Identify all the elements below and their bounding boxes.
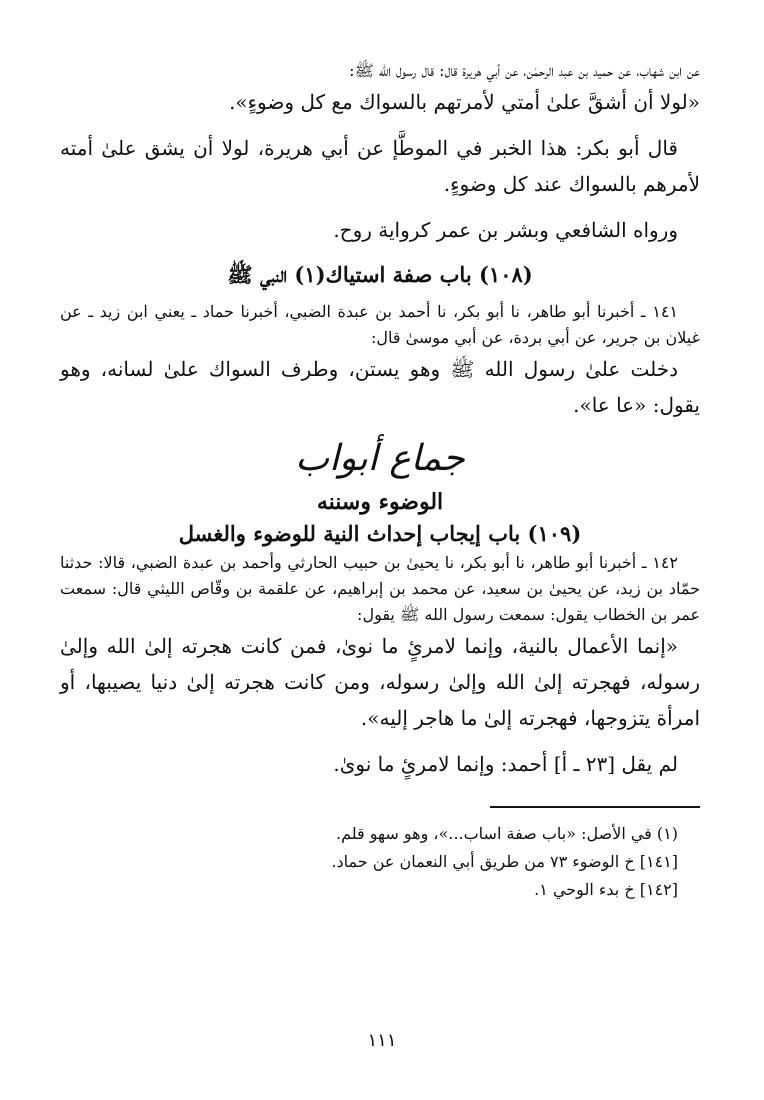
footnote-divider xyxy=(490,806,700,808)
hadith-141-text: دخلت علىٰ رسول الله ﷺ وهو يستن، وطرف السواك علىٰ لسانه، وهو يقول: «عا عا». xyxy=(60,357,700,417)
page-number: ١١١ xyxy=(367,1030,397,1051)
riwaya-note: ورواه الشافعي وبشر بن عمر كرواية روح. xyxy=(333,218,678,242)
isnad-line: عن ابن شهاب، عن حميد بن عبد الرحمٰن، عن أبي هريرة قال: قال رسول الله ﷺ: xyxy=(349,61,700,80)
footnote-141: [١٤١] خ الوضوء ٧٣ من طريق أبي النعمان عن حماد. xyxy=(331,852,678,871)
hadith-141-isnad: ١٤١ ـ أخبرنا أبو طاهر، نا أبو بكر، نا أحمد بن عبدة الضبي، أخبرنا حماد ـ يعني ابن زيد ـ عن غيلان بن جرير، عن أبي بردة، عن أبي موسىٰ قال: xyxy=(60,302,700,347)
document-page xyxy=(60,58,700,904)
hadith-142-text: «إنما الأعمال بالنية، وإنما لامرئٍ ما نوىٰ، فمن كانت هجرته إلىٰ الله وإلىٰ رسوله، فهجرته إلىٰ الله وإلىٰ رسوله، ومن كانت هجرته إلىٰ دنيا يصيبها، أو امرأة يتزوجها، فهجرته إلىٰ ما هاجر إليه». xyxy=(60,634,700,730)
chapter-heading-109: (١٠٩) باب إيجاب إحداث النية للوضوء والغسل xyxy=(178,521,582,546)
section-ornament-title: جماع أبواب xyxy=(295,438,465,479)
footnote-1: (١) في الأصل: «باب صفة اساب...»، وهو سهو قلم. xyxy=(335,824,678,843)
hadith-quote: «لولا أن أشقَّ علىٰ أمتي لأمرتهم بالسواك مع كل وضوءٍ». xyxy=(229,90,700,114)
footnote-142: [١٤٢] خ بدء الوحي ١. xyxy=(534,880,678,899)
variant-note: لم يقل [٢٣ ـ أ] أحمد: وإنما لامرئٍ ما نوىٰ. xyxy=(333,752,678,776)
chapter-heading-108: (١٠٨) باب صفة استياك(١) النبي ﷺ xyxy=(227,262,533,287)
section-subject: الوضوء وسننه xyxy=(316,489,444,515)
hadith-142-isnad: ١٤٢ ـ أخبرنا أبو طاهر، نا أبو بكر، نا يحيىٰ بن حبيب الحارثي وأحمد بن عبدة الضبي، قالا: حدثنا حمّاد بن زيد، عن يحيىٰ بن سعيد، عن محمد بن إبراهيم، عن علقمة بن وقّاص الليثي قال: سمعت عمر بن الخطاب يقول: سمعت رسول الله ﷺ يقول: xyxy=(60,553,701,624)
abu-bakr-comment: قال أبو بكر: هذا الخبر في الموطَّإ عن أبي هريرة، لولا أن يشق علىٰ أمته لأمرهم بالسواك عند كل وضوءٍ. xyxy=(60,136,700,196)
